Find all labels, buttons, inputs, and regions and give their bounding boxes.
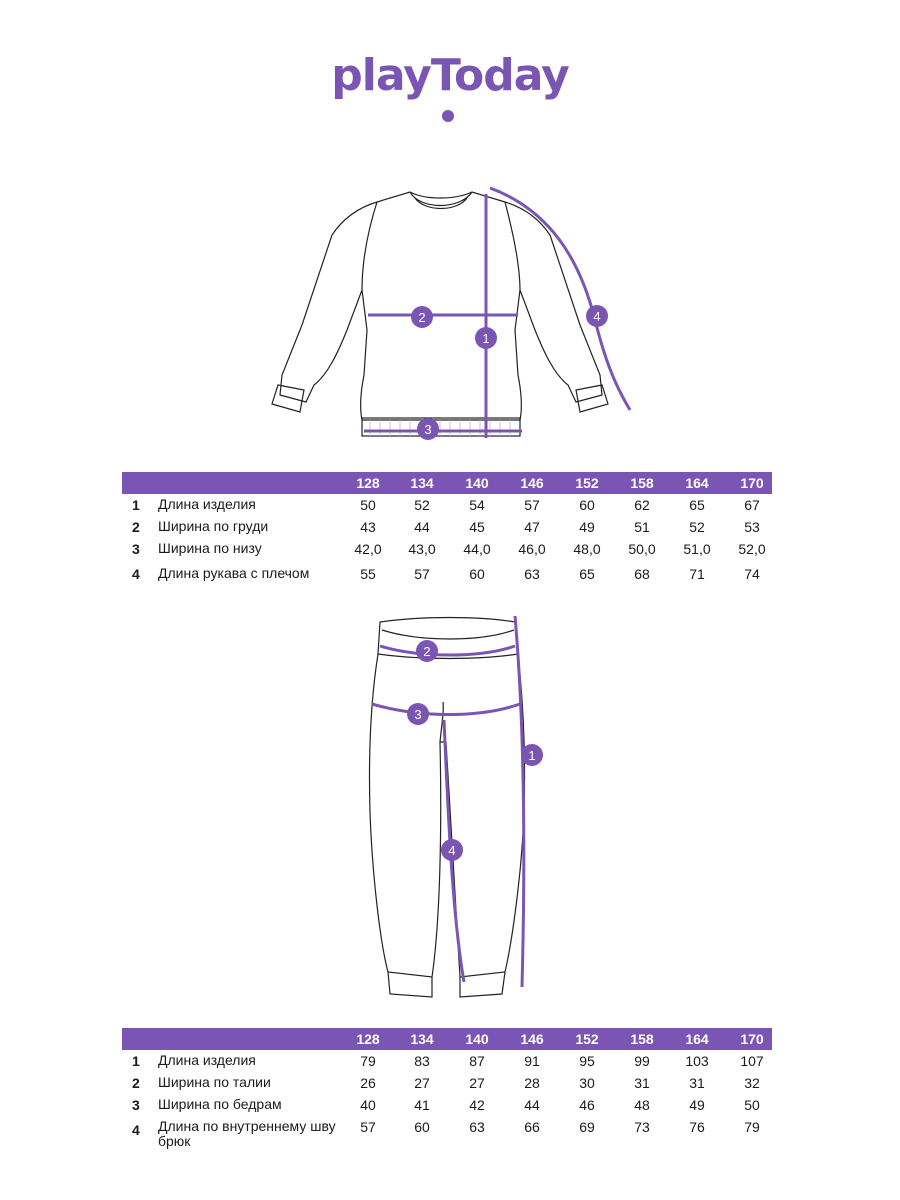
size-header-cell: 158 [630, 475, 654, 491]
pants-diagram [360, 612, 560, 1002]
size-header-cell: 134 [410, 475, 434, 491]
sweatshirt-size-table [122, 472, 772, 585]
svg-text:4: 4 [448, 843, 456, 858]
svg-text:2: 2 [423, 644, 431, 659]
svg-text:1: 1 [528, 748, 536, 763]
pants-size-table [122, 1028, 772, 1156]
size-header-cell: 170 [740, 475, 764, 491]
size-header-cell: 152 [575, 475, 599, 491]
table-row: 2 Ширина по талии 26 27 27 28 30 31 31 32 [132, 1074, 760, 1091]
table-row: 2 Ширина по груди 43 44 45 47 49 51 52 53 [132, 518, 760, 535]
svg-text:3: 3 [424, 422, 432, 437]
size-header-cell: 164 [685, 1031, 709, 1047]
svg-text:2: 2 [418, 310, 426, 325]
svg-text:1: 1 [482, 331, 490, 346]
table-row: 4 Длина рукава с плечом 55 57 60 63 65 68 71 74 [132, 565, 760, 582]
table-row: 1 Длина изделия 50 52 54 57 60 62 65 67 [132, 496, 760, 513]
table-row: 4 Длина по внутреннему шву брюк 57 60 63 66 69 73 76 79 [132, 1118, 760, 1149]
size-header-row [122, 472, 772, 494]
svg-text:4: 4 [593, 309, 601, 324]
table-row: 3 Ширина по низу 42,0 43,0 44,0 46,0 48,0 50,0 51,0 52,0 [132, 540, 766, 557]
playtoday-logo-icon [320, 40, 580, 130]
size-header-row [122, 1028, 772, 1050]
table-row: 1 Длина изделия 79 83 87 91 95 99 103 107 [132, 1052, 764, 1069]
svg-text:3: 3 [414, 707, 422, 722]
pants-drawing [360, 612, 560, 1002]
size-header-cell: 146 [520, 1031, 544, 1047]
size-header-cell: 128 [356, 475, 380, 491]
size-header-cell: 152 [575, 1031, 599, 1047]
size-header-cell: 128 [356, 1031, 380, 1047]
size-header-cell: 140 [465, 475, 489, 491]
logo-text: playToday [331, 50, 569, 101]
size-header-cell: 170 [740, 1031, 764, 1047]
brand-logo [0, 40, 900, 130]
sweatshirt-drawing [250, 180, 650, 450]
table-row: 3 Ширина по бедрам 40 41 42 44 46 48 49 50 [132, 1096, 760, 1113]
size-header-cell: 146 [520, 475, 544, 491]
sweatshirt-diagram [250, 180, 650, 450]
size-header-cell: 140 [465, 1031, 489, 1047]
size-header-cell: 134 [410, 1031, 434, 1047]
size-header-cell: 164 [685, 475, 709, 491]
size-header-cell: 158 [630, 1031, 654, 1047]
